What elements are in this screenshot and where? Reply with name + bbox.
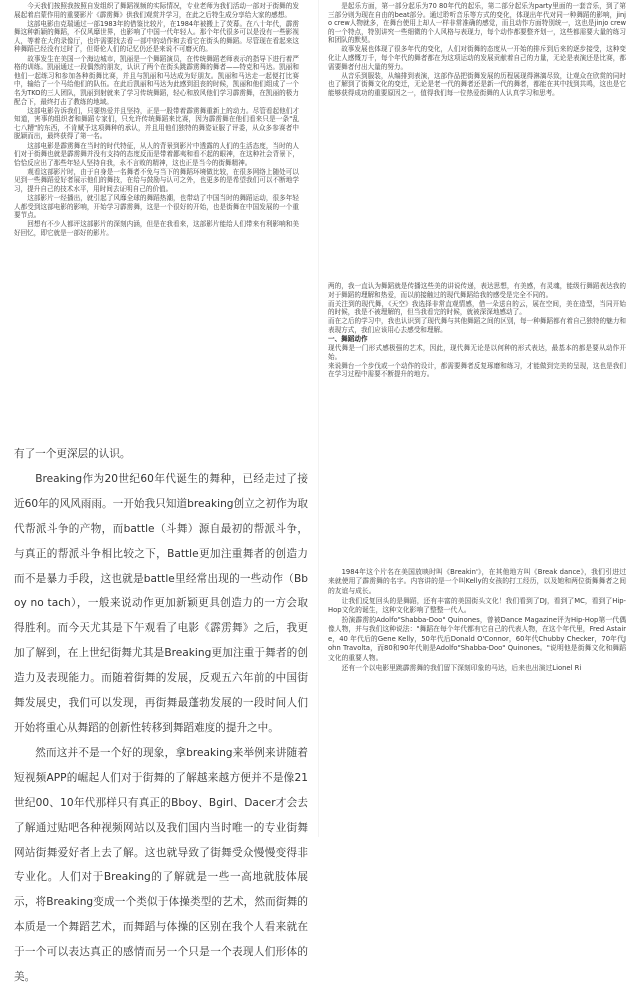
- paragraph: 今天我们按照我按照自发组织了舞蹈视频的实际情况，专业老师为我们活动一部对于街舞的发展起着启蒙作用的重要影片《霹雳舞》供我们观赏并学习，在此之后特生成分享给大家的感想。: [14, 2, 299, 19]
- paragraph: 从音乐到服装，从编排到表演，这部作品把街舞发展的历程展现得淋漓尽致，让观众在欣赏的同时也了解到了街舞文化的变迁，无论是老一代的舞者还是新一代的舞者，都能在其中找到共鸣，这也是它能够获得成功的重要原因之一，值得我们每一位热爱街舞的人认真学习和思考。: [328, 71, 626, 97]
- top-left-text-block: [14, 2, 299, 438]
- paragraph: 现代舞是一门形式感极强的艺术，因此，现代舞无论是以何种的形式表达，最基本的都是要从动作开始。: [328, 344, 626, 361]
- paragraph: 回想有不少人都评这部影片的深刻内涵，但是在我看来，这部影片能给人们带来有利影响和美好回忆，即它就是一部好的影片。: [14, 220, 299, 237]
- paragraph: 而关注到的现代舞，《天空》我选择非常直观情感，借一朵送自的云，展在空间，美在造型，当同开始的时候，我是不被理解的，但当我看完的时候，就被深深地感动了。: [328, 299, 626, 317]
- paragraph: 观看这部影片时，由于自身是一名舞者不免与当下的舞蹈环境做比较，在很多网络上随处可以见到一些舞蹈爱好者展示他们的舞技，在给与鼓励与认可之外，也更多的是希望我们可以不断地学习，提升自己的技术水平，用时间去证明自己的价值。: [14, 167, 299, 193]
- paragraph: 来说舞台一个步伐或一个动作的设计，都需要舞者反复琢磨和练习，才能做到完美的呈现，这也是我们在学习过程中需要不断提升的地方。: [328, 361, 626, 379]
- paragraph: 让我们反复回头的是舞蹈，还有丰富的美国街头文化！我们看到了DJ，看到了MC，看到了Hip-Hop文化的诞生，这种文化影响了整整一代人。: [328, 596, 626, 615]
- section-heading: 一、舞蹈动作: [328, 335, 368, 344]
- paragraph: 故事发生在美国一个海边城市，凯丽是一个舞蹈演员，在传统舞蹈老师表示的指导下进行着严格的训练。凯丽通过一段偶然的朋友，认识了两个在街头跳霹雳舞的舞者——特克和马达。凯丽和他们一起练习和参加各种街舞比赛，并且与凯丽和马达成为好朋友。凯丽和马达走一起便打比赛中，输给了一个马给他们的队伍。在此后凯丽和马达为此感到沮丧的时候，凯丽和他们组成了一个名为TKO的三人团队，凯丽到射就来了学习传统舞蹈，轻心和放风他们学习霹雳舞，在凯丽的极力配合下，最终打击了教练的地域。: [14, 54, 299, 106]
- column-divider: [318, 0, 319, 837]
- paragraph: 这部电影由克瑞通过一部1983年的借鉴比较片，在1984年被搬上了荧幕。在八十年代，霹雳舞这种新颖的舞蹈，不仅风靡世界，也影响了中国一代年轻人。那个年代很多可以是没有一些影视人，等着在大的录像厅，也许需要找去看一部中的动作和去看它在街头的舞蹈。尽管现在看起来这种舞蹈已经没有过时了，但哥伦人们的记忆仍还是来说不可磨灭的。: [14, 19, 299, 54]
- paragraph: 这部电影是霹雳舞在当时的时代特征，从人的背景到影片中透露的人们的生活态度，当时的人们对于街舞也就是霹雳舞并没有支持的态度反而是带着鄙夷和看不起的眼神，在这种社会背景下，恰恰反应出了那些年轻人坚持自我，永不言败的精神，这也正是当今的街舞精神。: [14, 141, 299, 167]
- bottom-left-essay: [14, 442, 308, 984]
- lead-line: 有了一个更深层的认识。: [14, 448, 131, 460]
- paragraph: 故事发展也体现了很多年代的变化，人们对街舞的态度从一开始的排斥到后来的逐步接受，这种变化让人感慨万千，每个年代的舞者都在为这项运动的发展贡献着自己的力量，无论是表演还是比赛，都需要舞者付出大量的努力。: [328, 45, 626, 71]
- top-right-text-block: [328, 2, 626, 255]
- paragraph: 还有一个以电影里跳霹雳舞的我们留下深刻印象的马达，后来也出演过Lionel Ri: [341, 663, 582, 672]
- paragraph: 1984年这个片名在美国放映时叫《Breakin'》，在其他地方叫《Break dance》，我们引进过来就使用了霹雳舞的名字。内容讲的是一个叫Kelly的女孩的打工经历，以及她和两位街舞舞者之间的友谊与成长。: [328, 568, 626, 595]
- paragraph: 然而这并不是一个好的现象，拿breaking来举例来讲随着短视频APP的崛起人们对于街舞的了解越来越方便并不是像21世纪00、10年代那样只有真正的Bboy、Bgirl、Dacer才会去了解通过贴吧各种视频网站以及我们国内当时唯一的专业街舞网站街舞爱好者上去了解。这也就导致了街舞受众慢慢变得非专业化。人们对于Breaking的了解就是一些一高地就肢体展示，将Breaking变成一个类似于体操类型的艺术，然而街舞的本质是一个舞蹈艺术，而舞蹈与体操的区别在我个人看来就在于一个可以表达真正的感情而另一个只是一个表现人们形体的美。: [14, 746, 308, 984]
- paragraph: 而在之后的学习中，我也认识到了现代舞与其他舞蹈之间的区别，每一种舞蹈都有着自己独特的魅力和表现方式，我们应该用心去感受和理解。: [328, 317, 626, 334]
- paragraph: 扮演霹雳的Adolfo"Shabba-Doo" Quinones，曾被Dance Magazine评为Hip-Hop第一代偶像人物，并与我们这种说法："舞蹈在每个年代都有它自己的代表人物，在这个年代里，Fred Astaire，40 年代后的Gene Kelly，50年代后Donald O'Connor，60年代Chubby Checker，70年代John Travolta，而80和90年代则是Adolfo"Shabba-Doo" Quinones。"说明他是街舞文化和舞蹈文化的重要人物。: [328, 616, 626, 662]
- paragraph: 是起乐方面，第一部分起乐为70 80年代的起乐，第二部分起乐为party里面的一套音乐，到了第三部分则为现在自由的beat部分。通过聆听音乐等方式的变化，体现出年代对同一种舞蹈的影响，jinjo crew人物就多，在舞台使用上却人一样非常准确的感觉，而且动作方面特别统一，这也是jinjo crew的一个特点，特别讲究一些细微的个人风格与表现力，每个动作都要整齐划一，这些都需要大量的练习和团队的默契。: [328, 2, 626, 45]
- paragraph: 这部电影告诉我们，只要热爱并且坚持，正是一股带着霹雳舞重新上的动力。尽管看起他们才知道，害事的组织者和舞蹈专家们，只允许传统舞蹈来比赛，因为霹雳舞在他们看来只是一条"乱七八糟"的东西，不肯赋予这项舞种的承认，并且用他们独特的舞姿证服了评委，从众多参赛者中脱颖而出，最终获得了第一名。: [14, 106, 299, 141]
- bottom-right-text-block: [328, 568, 626, 837]
- paragraph: Breaking作为20世纪60年代诞生的舞种，已经走过了接近60年的风风雨雨。一开始我只知道breaking创立之初作为取代帮派斗争的产物，而battle（斗舞）源自最初的帮派斗争，与真正的帮派斗争相比较之下，Battle更加注重舞者的创造力而不是暴力手段，这也就是battle里经常出现的一些动作（Bboy no tach），一般来说动作更加新颖更具创造力的一方会取得胜利。而今天尤其是下午观看了电影《霹雳舞》之后，我更加了解到，在上世纪街舞尤其是Breaking更加注重于舞者的创造力及表现能力。而随着街舞的发展，反观五六年前的中国街舞发展史，我们可以发现，再街舞最蓬勃发展的一段时间人们开始将重心从舞蹈的创新性转移到舞蹈难度的提升之中。: [14, 472, 308, 734]
- paragraph: 这部影片一经播出，就引起了风靡全球的舞蹈热潮，也带动了中国当时的舞蹈运动，很多年轻人都受到这部电影的影响，开始学习霹雳舞，这是一个很好的开始，也是街舞在中国发展的一个重要节点。: [14, 194, 299, 220]
- paragraph: 两的，我一直认为舞蹈就是传播这些美的讲说传递，表达思想，有美感，有灵魂，能级行舞蹈表达我的对于舞蹈的理解和热爱，而以前接触过的现代舞蹈给我的感受是完全不同的。: [328, 282, 626, 299]
